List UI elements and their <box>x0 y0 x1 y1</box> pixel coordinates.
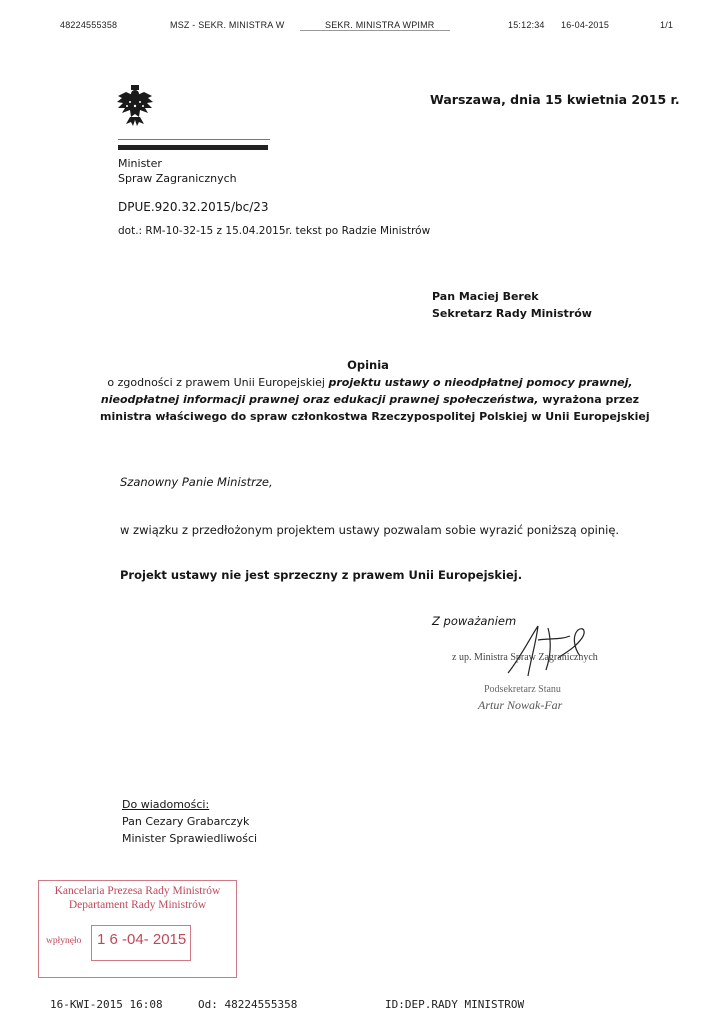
fax-number: 48224555358 <box>60 20 118 30</box>
cc-title: Minister Sprawiedliwości <box>122 832 258 845</box>
fax-footer-id: ID:DEP.RADY MINISTROW <box>385 998 525 1011</box>
cc-name: Pan Cezary Grabarczyk <box>122 815 250 828</box>
opinion-line-1 <box>100 376 640 389</box>
receipt-stamp <box>38 880 237 978</box>
signature-line-2: Podsekretarz Stanu <box>484 684 561 695</box>
fax-time: 15:12:34 <box>508 20 545 30</box>
reference-number: DPUE.920.32.2015/bc/23 <box>118 200 269 214</box>
place-date: Warszawa, dnia 15 kwietnia 2015 r. <box>430 92 680 107</box>
fax-footer-from: Od: 48224555358 <box>198 998 298 1011</box>
stamp-label: wpłynęło <box>46 936 82 946</box>
opinion-line-1-title: projektu ustawy o nieodpłatnej pomocy prawnej, <box>328 376 633 389</box>
recipient-name: Pan Maciej Berek <box>432 290 539 303</box>
fax-date: 16-04-2015 <box>561 20 610 30</box>
signature-line-1: z up. Ministra Spraw Zagranicznych <box>452 652 598 663</box>
letterhead-rule-thick <box>118 145 268 150</box>
opinion-line-2-title: nieodpłatnej informacji prawnej oraz edukacji prawnej społeczeństwa, <box>100 393 539 406</box>
letterhead-rule-thin <box>118 139 270 140</box>
closing: Z poważaniem <box>432 614 517 628</box>
paragraph-1: w związku z przedłożonym projektem ustawy pozwalam sobie wyrazić poniższą opinię. <box>120 523 620 537</box>
regarding-line: dot.: RM-10-32-15 z 15.04.2015r. tekst po Radzie Ministrów <box>118 225 431 237</box>
stamp-line-2: Departament Rady Ministrów <box>68 899 207 911</box>
opinion-line-3: ministra właściwego do spraw członkostwa Rzeczypospolitej Polskiej w Unii Europejskiej <box>100 410 650 423</box>
stamp-date: 1 6 -04- 2015 <box>97 931 187 948</box>
paragraph-2: Projekt ustawy nie jest sprzeczny z prawem Unii Europejskiej. <box>120 568 523 582</box>
fax-footer-datetime: 16-KWI-2015 16:08 <box>50 998 163 1011</box>
fax-page: 1/1 <box>660 20 674 30</box>
cc-heading: Do wiadomości: <box>122 798 210 811</box>
salutation: Szanowny Panie Ministrze, <box>120 475 273 489</box>
fax-from: MSZ - SEKR. MINISTRA W <box>170 20 285 30</box>
signature-line-3: Artur Nowak-Far <box>478 698 563 712</box>
opinion-heading: Opinia <box>347 358 389 372</box>
opinion-line-2-text: wyrażona przez <box>538 393 640 406</box>
sender-line2: Spraw Zagranicznych <box>118 172 237 185</box>
polish-eagle-emblem-icon <box>116 84 154 128</box>
fax-to: SEKR. MINISTRA WPIMR <box>325 20 435 30</box>
stamp-line-1: Kancelaria Prezesa Rady Ministrów <box>54 885 221 897</box>
recipient-title: Sekretarz Rady Ministrów <box>432 307 592 320</box>
fax-divider <box>300 30 450 31</box>
opinion-line-1-text: o zgodności z prawem Unii Europejskiej <box>107 376 329 389</box>
opinion-line-2 <box>100 393 640 406</box>
sender-line1: Minister <box>118 157 162 170</box>
